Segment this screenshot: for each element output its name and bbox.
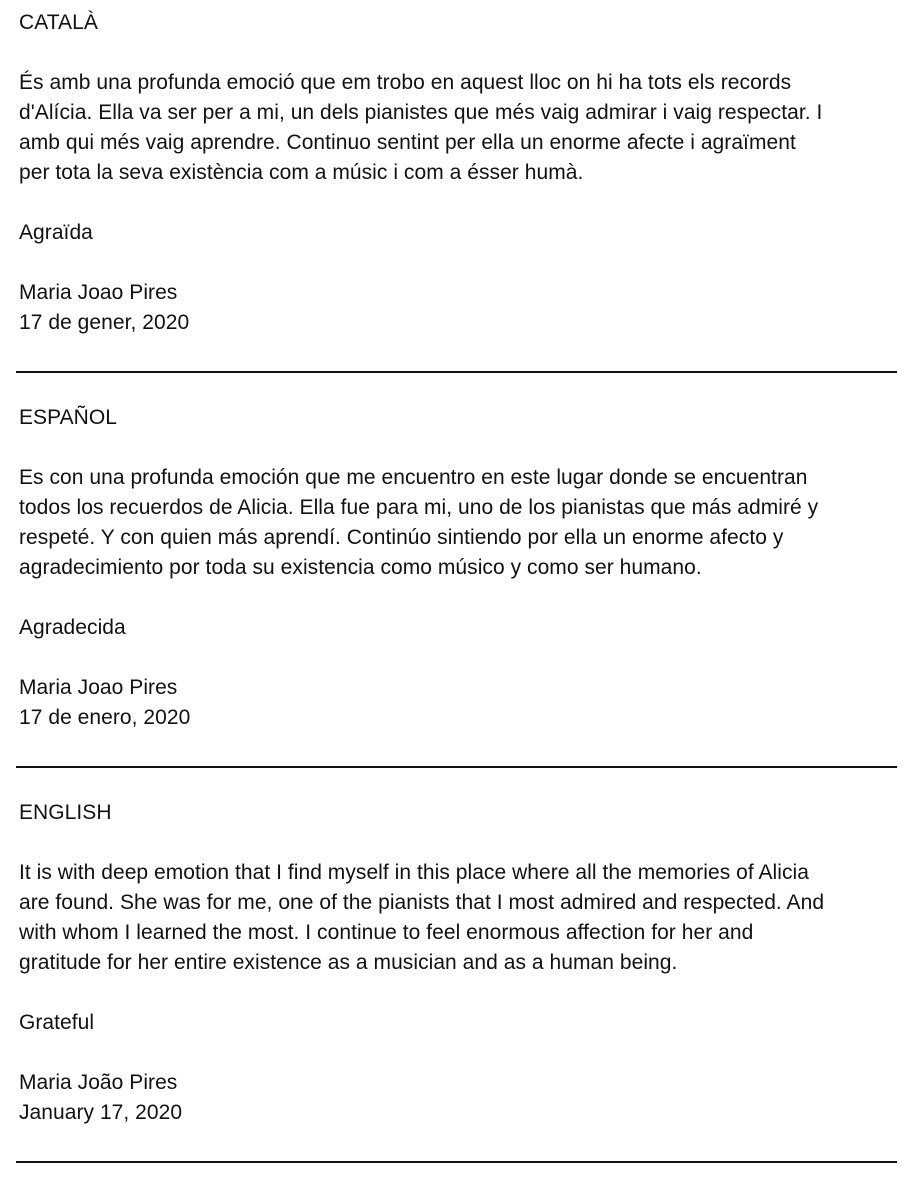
signature-name: Maria Joao Pires — [19, 676, 178, 699]
body-line: todos los recuerdos de Alicia. Ella fue para mi, uno de los pianistas que más admiré y — [19, 496, 819, 519]
signature-name: Maria Joao Pires — [19, 281, 178, 304]
body-line: gratitude for her entire existence as a musician and as a human being. — [19, 951, 678, 974]
section-catalan — [19, 8, 899, 338]
body-line: d'Alícia. Ella va ser per a mi, un dels pianistes que més vaig admirar i vaig respectar. I — [19, 101, 823, 124]
section-divider — [16, 1161, 897, 1163]
body-line: amb qui més vaig aprendre. Continuo sentint per ella un enorme afecte i agraïment — [19, 131, 796, 154]
body-line: És amb una profunda emoció que em trobo en aquest lloc on hi ha tots els records — [19, 71, 792, 94]
signature-date: 17 de enero, 2020 — [19, 706, 191, 729]
body-line: with whom I learned the most. I continue to feel enormous affection for her and — [19, 921, 754, 944]
body-line: per tota la seva existència com a músic i com a ésser humà. — [19, 161, 584, 184]
section-divider — [16, 766, 897, 768]
body-line: It is with deep emotion that I find myself in this place where all the memories of Alicia — [19, 861, 809, 884]
signature-date: January 17, 2020 — [19, 1101, 183, 1124]
section-heading: ESPAÑOL — [19, 406, 117, 429]
signature-name: Maria João Pires — [19, 1071, 178, 1094]
section-english — [19, 798, 899, 1128]
body-line: Es con una profunda emoción que me encuentro en este lugar donde se encuentran — [19, 466, 808, 489]
signature-date: 17 de gener, 2020 — [19, 311, 190, 334]
section-heading: ENGLISH — [19, 801, 112, 824]
section-spanish — [19, 403, 899, 733]
closing-text: Agradecida — [19, 616, 126, 639]
closing-text: Agraïda — [19, 221, 93, 244]
closing-text: Grateful — [19, 1011, 95, 1034]
section-heading: CATALÀ — [19, 11, 98, 34]
body-line: are found. She was for me, one of the pianists that I most admired and respected. And — [19, 891, 825, 914]
section-divider — [16, 371, 897, 373]
body-line: respeté. Y con quien más aprendí. Continúo sintiendo por ella un enorme afecto y — [19, 526, 784, 549]
body-line: agradecimiento por toda su existencia como músico y como ser humano. — [19, 556, 702, 579]
